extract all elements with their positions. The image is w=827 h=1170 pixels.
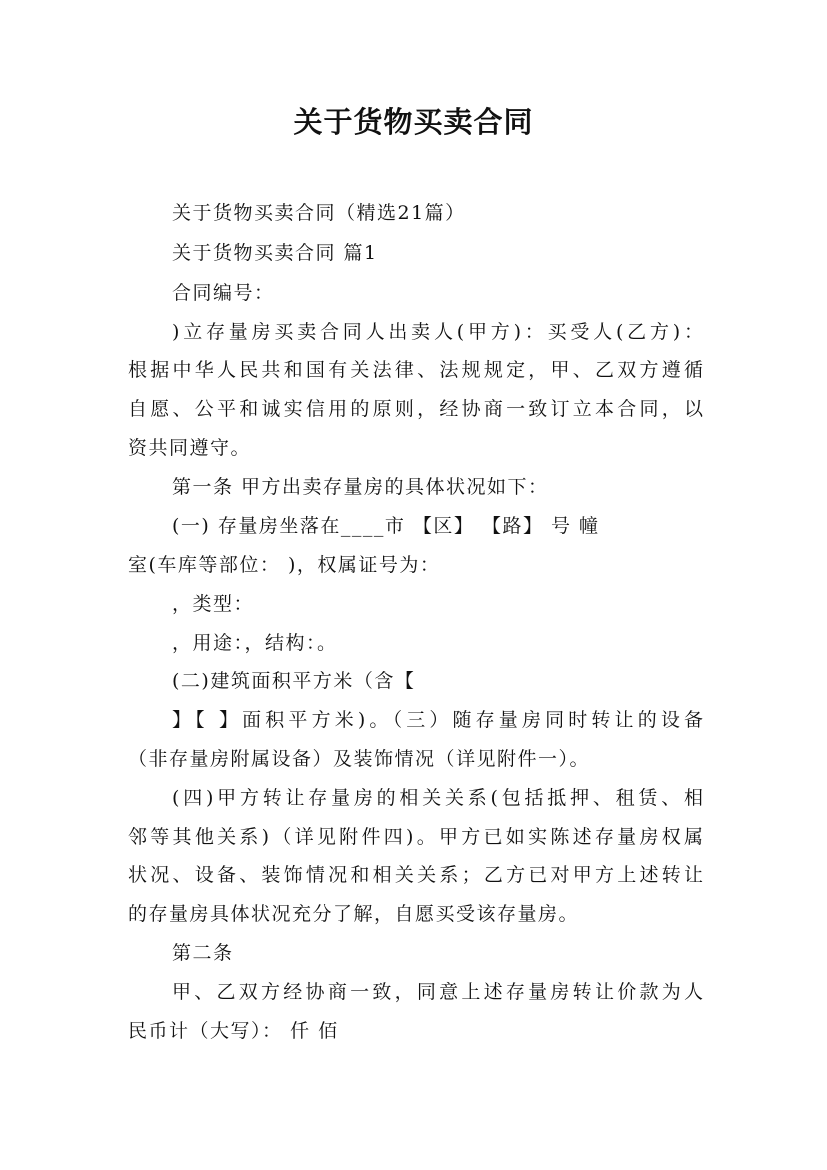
paragraph-line: 关于货物买卖合同 篇1 <box>172 242 378 264</box>
paragraph-line: 资共同遵守。 <box>128 437 252 459</box>
paragraph-line: 民币计（大写）： 仟 佰 <box>128 1020 339 1042</box>
paragraph-line: (二)建筑面积平方米（含【 <box>172 670 416 692</box>
paragraph-line: )立存量房买卖合同人出卖人(甲方)：买受人(乙方)： <box>172 321 703 343</box>
paragraph-line: 的存量房具体状况充分了解，自愿买受该存量房。 <box>128 903 580 925</box>
paragraph-line: 邻等其他关系)（详见附件四)。甲方已如实陈述存量房权属 <box>128 826 703 848</box>
paragraph-line: (四)甲方转让存量房的相关关系(包括抵押、租赁、相 <box>172 787 703 809</box>
paragraph-line: 状况、设备、装饰情况和相关关系；乙方已对甲方上述转让 <box>128 864 703 886</box>
paragraph-line: 第二条 <box>172 942 234 964</box>
paragraph-line: ，类型： <box>172 593 255 615</box>
document-title: 关于货物买卖合同 <box>293 105 534 139</box>
paragraph-line: （非存量房附属设备）及装饰情况（详见附件一）。 <box>128 748 591 770</box>
paragraph-line: 甲、乙双方经协商一致，同意上述存量房转让价款为人 <box>172 981 703 1003</box>
paragraph-line: 根据中华人民共和国有关法律、法规规定，甲、乙双方遵循 <box>128 359 703 381</box>
paragraph-line: 室(车库等部位： )，权属证号为： <box>128 554 441 576</box>
paragraph-line: ，用途：，结构：。 <box>172 632 338 654</box>
paragraph-line: 关于货物买卖合同（精选21篇） <box>172 202 466 224</box>
paragraph-line: (一) 存量房坐落在____市 【区】 【路】 号 幢 <box>172 515 600 537</box>
paragraph-line: 第一条 甲方出卖存量房的具体状况如下： <box>172 476 549 498</box>
paragraph-line: 】【 】面积平方米)。（三）随存量房同时转让的设备 <box>172 709 703 731</box>
paragraph-line: 自愿、公平和诚实信用的原则，经协商一致订立本合同，以 <box>128 398 703 420</box>
paragraph-line: 合同编号： <box>172 282 275 304</box>
